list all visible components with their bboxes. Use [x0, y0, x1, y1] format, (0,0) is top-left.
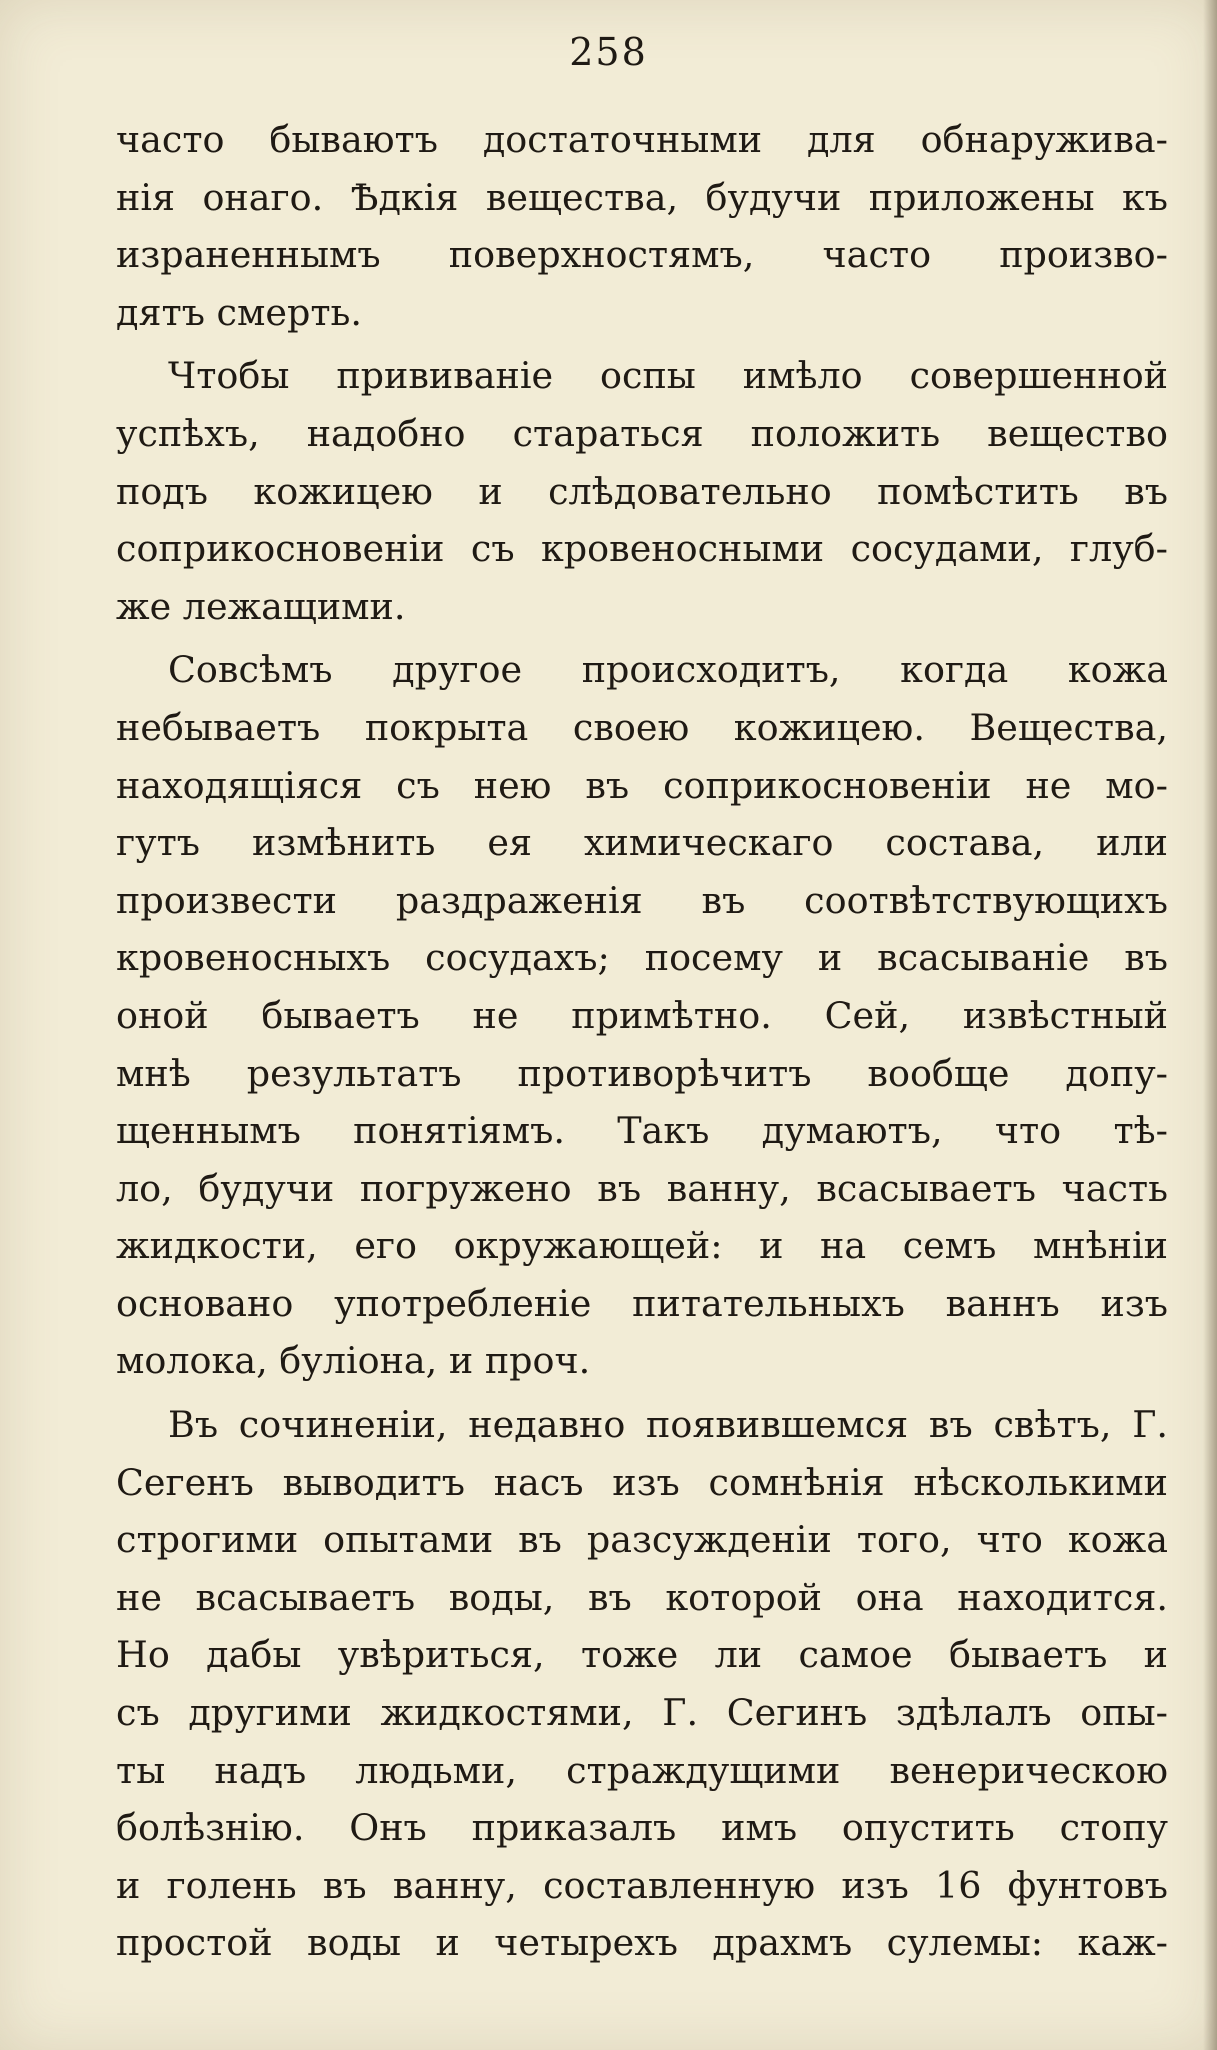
- text-line: простой воды и четырехъ драхмъ сулемы: каж-: [116, 1921, 1168, 1965]
- text-line: строгими опытами въ разсужденіи того, что кожа: [116, 1518, 1168, 1562]
- text-line: Чтобы прививаніе оспы имѣло совершенной: [168, 354, 1168, 398]
- text-line: съ другими жидкостями, Г. Сегинъ здѣлалъ опы-: [116, 1691, 1168, 1735]
- text-line: кровеносныхъ сосудахъ; посему и всасываніе въ: [116, 936, 1168, 980]
- text-line: же лежащими.: [116, 584, 406, 628]
- text-line: подъ кожицею и слѣдовательно помѣстить въ: [116, 469, 1168, 513]
- paragraph-4: [116, 1396, 1168, 1972]
- text-line: жидкости, его окружающей: и на семъ мнѣніи: [116, 1224, 1168, 1268]
- text-line: соприкосновеніи съ кровеносными сосудами, глуб-: [116, 527, 1168, 571]
- text-line: гутъ измѣнить ея химическаго состава, или: [116, 821, 1168, 865]
- text-line: Совсѣмъ другое происходитъ, когда кожа: [168, 648, 1168, 692]
- text-line: произвести раздраженія въ соотвѣтствующихъ: [116, 878, 1168, 922]
- text-line: болѣзнію. Онъ приказалъ имъ опустить стопу: [116, 1806, 1168, 1850]
- text-line: мнѣ результатъ противорѣчитъ вообще допу-: [116, 1051, 1168, 1095]
- text-line: Сегенъ выводитъ насъ изъ сомнѣнія нѣсколькими: [116, 1460, 1168, 1504]
- paragraph-2: [116, 347, 1168, 635]
- text-line: Въ сочиненіи, недавно появившемся въ свѣтъ, Г.: [168, 1403, 1168, 1447]
- text-line: Но дабы увѣриться, тоже ли самое бываетъ и: [116, 1633, 1168, 1677]
- text-line: находящіяся съ нею въ соприкосновеніи не мо-: [116, 763, 1168, 807]
- text-line: дятъ смерть.: [116, 290, 362, 334]
- text-line: успѣхъ, надобно стараться положить вещество: [116, 411, 1168, 455]
- text-line: основано употребленіе питательныхъ ваннъ изъ: [116, 1281, 1168, 1325]
- text-line: ло, будучи погружено въ ванну, всасываетъ часть: [116, 1166, 1168, 1210]
- paragraph-1: [116, 111, 1168, 341]
- paragraph-3: [116, 641, 1168, 1390]
- text-line: израненнымъ поверхностямъ, часто произво-: [116, 233, 1168, 277]
- text-line: нія онаго. Ѣдкія вещества, будучи приложены къ: [116, 175, 1168, 219]
- text-line: не всасываетъ воды, въ которой она находится.: [116, 1575, 1168, 1619]
- text-line: оной бываетъ не примѣтно. Сей, извѣстный: [116, 993, 1168, 1037]
- text-line: ты надъ людьми, страждущими венерическою: [116, 1748, 1168, 1792]
- page-number: 258: [569, 30, 648, 74]
- text-line: небываетъ покрыта своею кожицею. Вещества,: [116, 705, 1168, 749]
- body-text: [116, 111, 1168, 1972]
- text-line: часто бываютъ достаточными для обнаружива-: [116, 118, 1168, 161]
- text-line: щеннымъ понятіямъ. Такъ думаютъ, что тѣ-: [116, 1109, 1168, 1153]
- text-line: молока, буліона, и проч.: [116, 1339, 591, 1383]
- text-line: и голень въ ванну, составленную изъ 16 фунтовъ: [116, 1863, 1168, 1907]
